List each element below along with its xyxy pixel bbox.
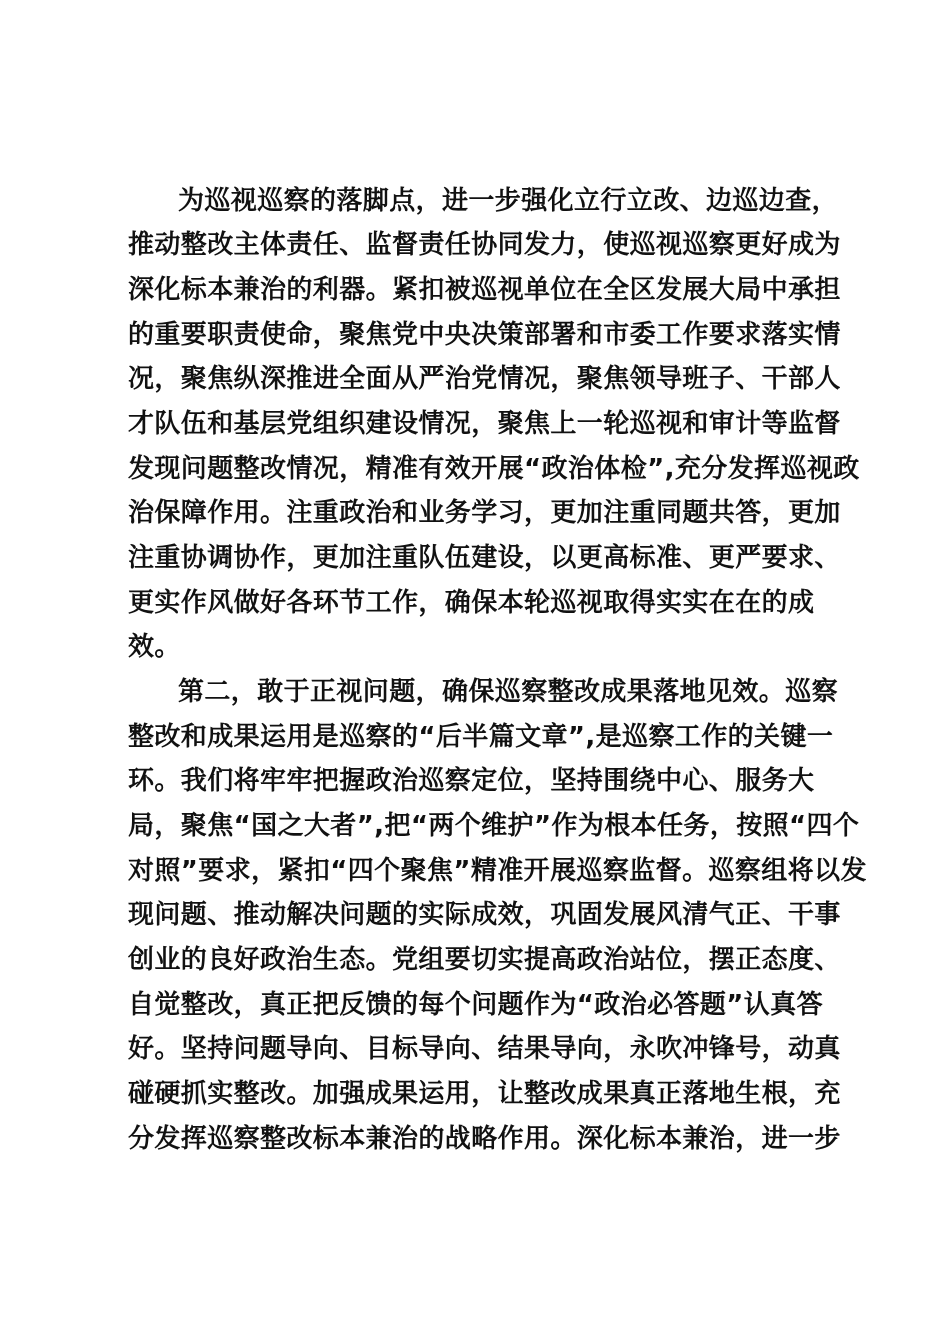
text-line-15: 局，聚焦“国之大者”,把“两个维护”作为根本任务，按照“四个	[128, 811, 860, 841]
text-line-2: 推动整改主体责任、监督责任协同发力，使巡视巡察更好成为	[128, 230, 841, 260]
text-line-6: 才队伍和基层党组织建设情况，聚焦上一轮巡视和审计等监督	[128, 409, 841, 439]
text-line-16: 对照”要求，紧扣“四个聚焦”精准开展巡察监督。巡察组将以发	[128, 856, 867, 886]
text-line-20: 好。坚持问题导向、目标导向、结果导向，永吹冲锋号，动真	[128, 1034, 841, 1064]
text-line-11: 效。	[128, 632, 181, 662]
text-line-1: 为巡视巡察的落脚点，进一步强化立行立改、边巡边查，	[178, 186, 839, 216]
text-line-9: 注重协调协作，更加注重队伍建设，以更高标准、更严要求、	[128, 543, 841, 573]
text-line-13: 整改和成果运用是巡察的“后半篇文章”,是巡察工作的关键一	[128, 722, 834, 752]
text-line-14: 环。我们将牢牢把握政治巡察定位，坚持围绕中心、服务大	[128, 766, 815, 796]
text-line-5: 况，聚焦纵深推进全面从严治党情况，聚焦领导班子、干部人	[128, 364, 841, 394]
text-line-3: 深化标本兼治的利器。紧扣被巡视单位在全区发展大局中承担	[128, 275, 841, 305]
text-line-17: 现问题、推动解决问题的实际成效，巩固发展风清气正、干事	[128, 900, 841, 930]
text-line-4: 的重要职责使命，聚焦党中央决策部署和市委工作要求落实情	[128, 320, 841, 350]
text-line-12: 第二，敢于正视问题，确保巡察整改成果落地见效。巡察	[178, 677, 839, 707]
text-line-21: 碰硬抓实整改。加强成果运用，让整改成果真正落地生根，充	[128, 1079, 841, 1109]
text-line-19: 自觉整改，真正把反馈的每个问题作为“政治必答题”认真答	[128, 990, 823, 1020]
text-line-10: 更实作风做好各环节工作，确保本轮巡视取得实实在在的成	[128, 588, 815, 618]
text-line-18: 创业的良好政治生态。党组要切实提高政治站位，摆正态度、	[128, 945, 841, 975]
text-line-8: 治保障作用。注重政治和业务学习，更加注重同题共答，更加	[128, 498, 841, 528]
text-line-22: 分发挥巡察整改标本兼治的战略作用。深化标本兼治，进一步	[128, 1124, 841, 1154]
text-line-7: 发现问题整改情况，精准有效开展“政治体检”,充分发挥巡视政	[128, 454, 860, 484]
